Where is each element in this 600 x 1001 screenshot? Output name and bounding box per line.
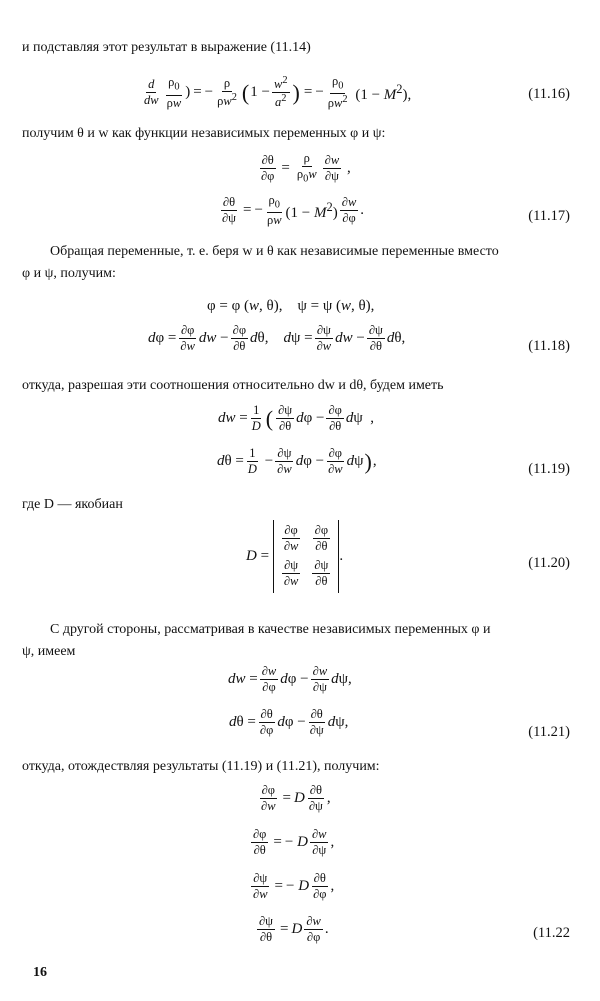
eq-number-11-16: (11.16) — [528, 86, 570, 102]
paragraph-1: и подставляя этот результат в выражение (11.14) — [22, 40, 311, 55]
paragraph-2: получим θ и w как функции независимых переменных φ и ψ: — [22, 126, 386, 141]
paragraph-6-line-1: С другой стороны, рассматривая в качестве независимых переменных φ и — [50, 622, 491, 637]
paragraph-5: где D — якобиан — [22, 497, 123, 512]
paragraph-6-line-2: ψ, имеем — [22, 644, 76, 659]
eq-number-11-22: (11.22 — [533, 925, 570, 941]
equation-11-20: D = $\frac{\partial\varphi}{\partial w}$ $\frac{\partial\varphi}{\partial\theta}$ $\frac{\partial\psi}{\partial w}$ $\frac{\partial\psi}{\partial\theta}$ . (11.20) — [0, 520, 600, 610]
eq-number-11-21: (11.21) — [528, 724, 570, 740]
paragraph-3-line-1: Обращая переменные, т. е. беря w и θ как независимые переменные вместо — [50, 244, 499, 259]
eq-number-11-20: (11.20) — [528, 555, 570, 571]
equation-11-16: $\frac{d}{dw}$ $\frac{\rho_0}{\rho w}$ ) = − $\frac{\rho}{\rho w^2}$ ( 1 − $\frac{w^2}{a^2}$ ) = − $\frac{\rho_0}{\rho w^2}$ $(1 - M^2)$, (11.16) — [144, 74, 570, 111]
equation-11-19a: dw = $\frac{1}{D}$ ( $\frac{\partial\psi}{\partial\theta}$ dφ − $\frac{\partial\varphi}{\partial\theta}$ dψ , — [218, 403, 375, 434]
equation-11-19b: dθ = $\frac{1}{D}$ − $\frac{\partial\psi}{\partial w}$ dφ − $\frac{\partial\varphi}{\partial w}$ dψ ) , (11.19) — [217, 446, 570, 477]
equation-11-17a: $\frac{\partial\theta}{\partial\varphi}$ = $\frac{\rho}{\rho_0w}$ $\frac{\partial w}{\partial\psi}$ , — [261, 151, 351, 185]
equation-11-22b: $\frac{\partial\varphi}{\partial\theta}$ = − D $\frac{\partial w}{\partial\psi}$ , — [253, 827, 335, 858]
eq-number-11-19: (11.19) — [528, 461, 570, 477]
equation-11-22a: $\frac{\partial\varphi}{\partial w}$ = D $\frac{\partial\theta}{\partial\psi}$ , — [261, 783, 331, 814]
paragraph-3-line-2: φ и ψ, получим: — [22, 266, 116, 281]
paragraph-4: откуда, разрешая эти соотношения относительно dw и dθ, будем иметь — [22, 378, 444, 393]
eq-number-11-17: (11.17) — [528, 208, 570, 224]
equation-11-18a: φ = φ (w, θ), ψ = ψ (w, θ), — [207, 298, 375, 314]
equation-11-22d: $\frac{\partial\psi}{\partial\theta}$ = D $\frac{\partial w}{\partial\varphi}$ . (11.22 — [259, 914, 570, 945]
equation-11-17b: $\frac{\partial\theta}{\partial\psi}$ = − $\frac{\rho_0}{\rho w}$ $(1 - M^2)$ $\frac{\partial w}{\partial\varphi}$ . (11.17) — [222, 193, 570, 228]
equation-11-18b: dφ = $\frac{\partial\varphi}{\partial w}$ dw − $\frac{\partial\varphi}{\partial\theta}$ dθ, dψ = $\frac{\partial\psi}{\partial w}$ dw − $\frac{\partial\psi}{\partial\theta}$ dθ, (11.18) — [148, 323, 570, 354]
equation-11-21b: dθ = $\frac{\partial\theta}{\partial\varphi}$ dφ − $\frac{\partial\theta}{\partial\psi}$ dψ, (11.21) — [229, 707, 570, 740]
page-number: 16 — [33, 965, 47, 980]
equation-11-21a: dw = $\frac{\partial w}{\partial\varphi}$ dφ − $\frac{\partial w}{\partial\psi}$ dψ, — [228, 664, 352, 695]
eq-number-11-18: (11.18) — [528, 338, 570, 354]
equation-11-22c: $\frac{\partial\psi}{\partial w}$ = − D $\frac{\partial\theta}{\partial\varphi}$ , — [253, 871, 335, 902]
paragraph-7: откуда, отождествляя результаты (11.19) и (11.21), получим: — [22, 759, 380, 774]
